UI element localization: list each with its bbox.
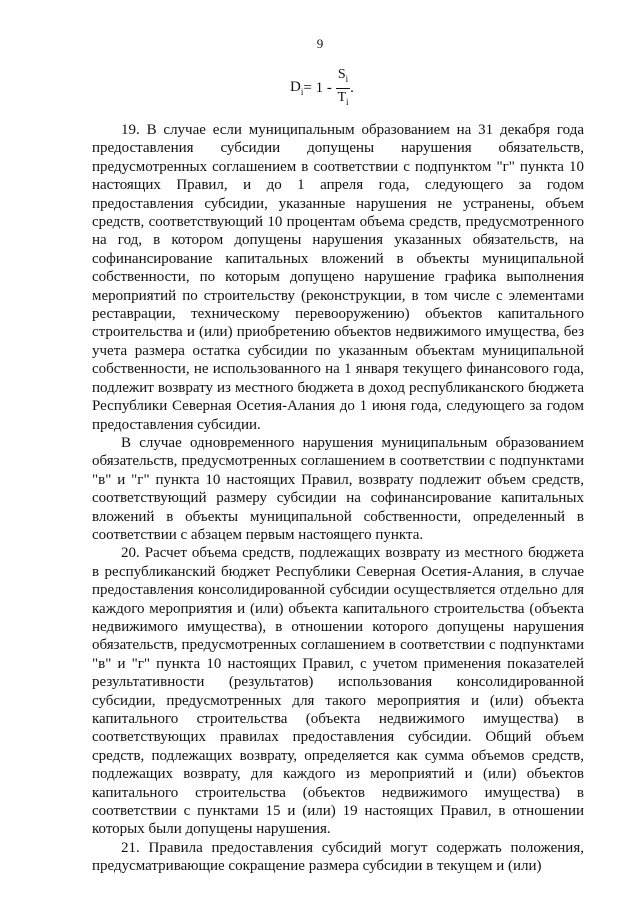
formula-denominator: $T_i$ xyxy=(337,89,349,107)
formula-operator: = 1 - xyxy=(303,79,332,96)
paragraph-19-second: В случае одновременного нарушения муниципальным образованием обязательств, предусмотренных соглашением в соответствии с подпунктами "в" и "г" пункта 10 настоящих Правил, возврату подлежит объем средств, соответствующий размеру субсидии на софинансирование капитальных вложений в объекты муниципальной собственности, определенный в соответствии с абзацем первым настоящего пункта. xyxy=(92,434,584,543)
paragraph-19: 19. В случае если муниципальным образованием на 31 декабря года предоставления субсидии допущены нарушения обязательств, предусмотренных соглашением в соответствии с подпунктом "г" пункта 10 настоящих Правил, и до 1 апреля года, следующего за годом предоставления субсидии, указанные нарушения не устранены, объем средств, соответствующий 10 процентам объема средств, предусмотренного на год, в котором допущены нарушения указанных обязательств, на софинансирование капитальных вложений в объекты муниципальной собственности, по которым допущено нарушение графика выполнения мероприятий по строительству (реконструкции, в том числе с элементами реставрации, техническому перевооружению) объектов капитального строительства и (или) приобретению объектов недвижимого имущества, без учета размера остатка субсидии по указанным объектам муниципальной собственности, не использованного на 1 января текущего финансового года, подлежит возврату из местного бюджета в доход республиканского бюджета Республики Северная Осетия-Алания до 1 июня года, следующего за годом предоставления субсидии. xyxy=(92,122,584,433)
page-number: 9 xyxy=(316,36,324,51)
paragraph-20: 20. Расчет объема средств, подлежащих возврату из местного бюджета в республиканский бюджет Республики Северная Осетия-Алания, в случае предоставления консолидированной субсидии осуществляется отдельно для каждого мероприятия и (или) объекта капитального строительства (объекта недвижимого имущества), в отношении которого допущены нарушения обязательств, предусмотренных соглашением в соответствии с подпунктами "в" и "г" пункта 10 настоящих Правил, с учетом применения показателей результативности (результатов) использования консолидированной субсидии, предусмотренных для такого мероприятия и (или) объекта капитального строительства (объекта недвижимого имущества) в соответствующих правилах предоставления субсидии. Общий объем средств, подлежащих возврату, определяется как сумма объемов средств, подлежащих возврату, для каждого из мероприятий и (или) объектов капитального строительства (объектов недвижимого имущества) в соответствии с пунктами 15 и (или) 19 настоящих Правил, в отношении которых были допущены нарушения. xyxy=(92,545,584,838)
formula xyxy=(290,66,354,111)
formula-numerator: $S_i$ xyxy=(336,66,350,89)
formula-lhs: $D_i$ xyxy=(290,79,304,98)
formula-end: . xyxy=(350,79,354,96)
paragraph-21: 21. Правила предоставления субсидий могут содержать положения, предусматривающие сокращение размера субсидии в текущем и (или) xyxy=(92,839,584,875)
formula-fraction xyxy=(336,66,350,111)
document-body xyxy=(92,121,584,876)
